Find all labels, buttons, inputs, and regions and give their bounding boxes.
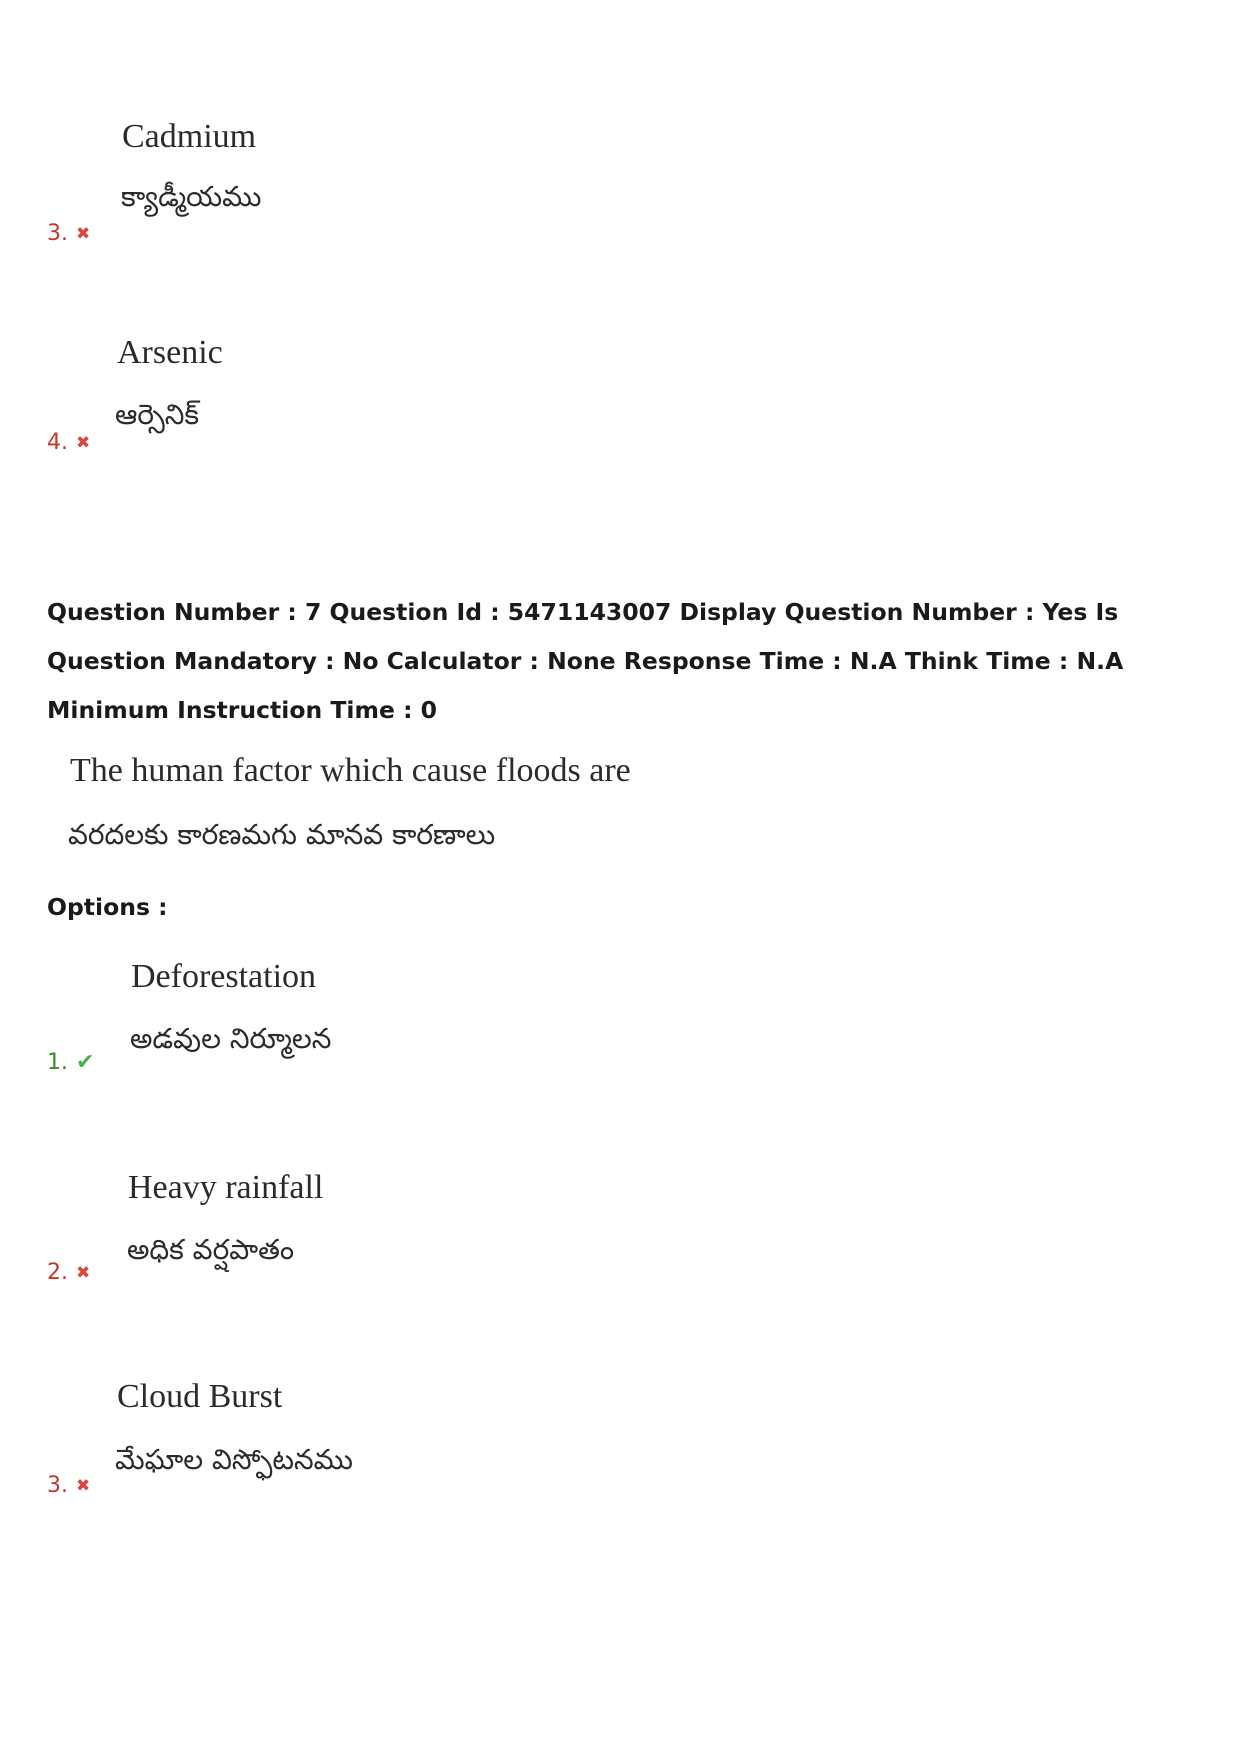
cross-icon: ✖ (76, 1475, 91, 1496)
option-number: 3. (47, 1473, 68, 1498)
option-marker (47, 1473, 90, 1498)
option-number: 1. (47, 1050, 68, 1075)
option-text-en: Arsenic (117, 334, 223, 371)
option-text-te: క్యాడ్మీయము (121, 180, 262, 213)
option-text-en: Cadmium (122, 118, 257, 155)
option-number: 2. (47, 1260, 68, 1285)
option-number: 4. (47, 430, 68, 455)
option-marker (47, 1050, 94, 1075)
cross-icon: ✖ (76, 223, 91, 244)
options-label: Options : (47, 893, 168, 921)
question-text-en: The human factor which cause floods are (70, 752, 631, 789)
option-text-te: అధిక వర్షపాతం (127, 1233, 295, 1266)
option-number: 3. (47, 221, 68, 246)
check-icon: ✔ (76, 1050, 95, 1075)
option-text-te: అడవుల నిర్మూలన (130, 1022, 332, 1055)
option-text-te: ఆర్సెనిక్ (115, 398, 200, 431)
question-meta: Question Number : 7 Question Id : 5471143007 Display Question Number : Yes Is Question Mandatory : No Calculator : None Response Time : N.A Think Time : N.A Minimum Instruction Time : 0 (47, 598, 1124, 724)
option-text-en: Deforestation (131, 958, 317, 995)
option-marker (47, 1260, 90, 1285)
question-text-te: వరదలకు కారణమగు మానవ కారణాలు (68, 818, 496, 851)
option-text-en: Cloud Burst (117, 1378, 283, 1415)
option-marker (47, 221, 90, 246)
cross-icon: ✖ (76, 1262, 91, 1283)
option-marker (47, 430, 90, 455)
option-text-en: Heavy rainfall (128, 1169, 324, 1206)
option-text-te: మేఘాల విస్ఫోటనము (115, 1443, 353, 1476)
cross-icon: ✖ (76, 432, 91, 453)
